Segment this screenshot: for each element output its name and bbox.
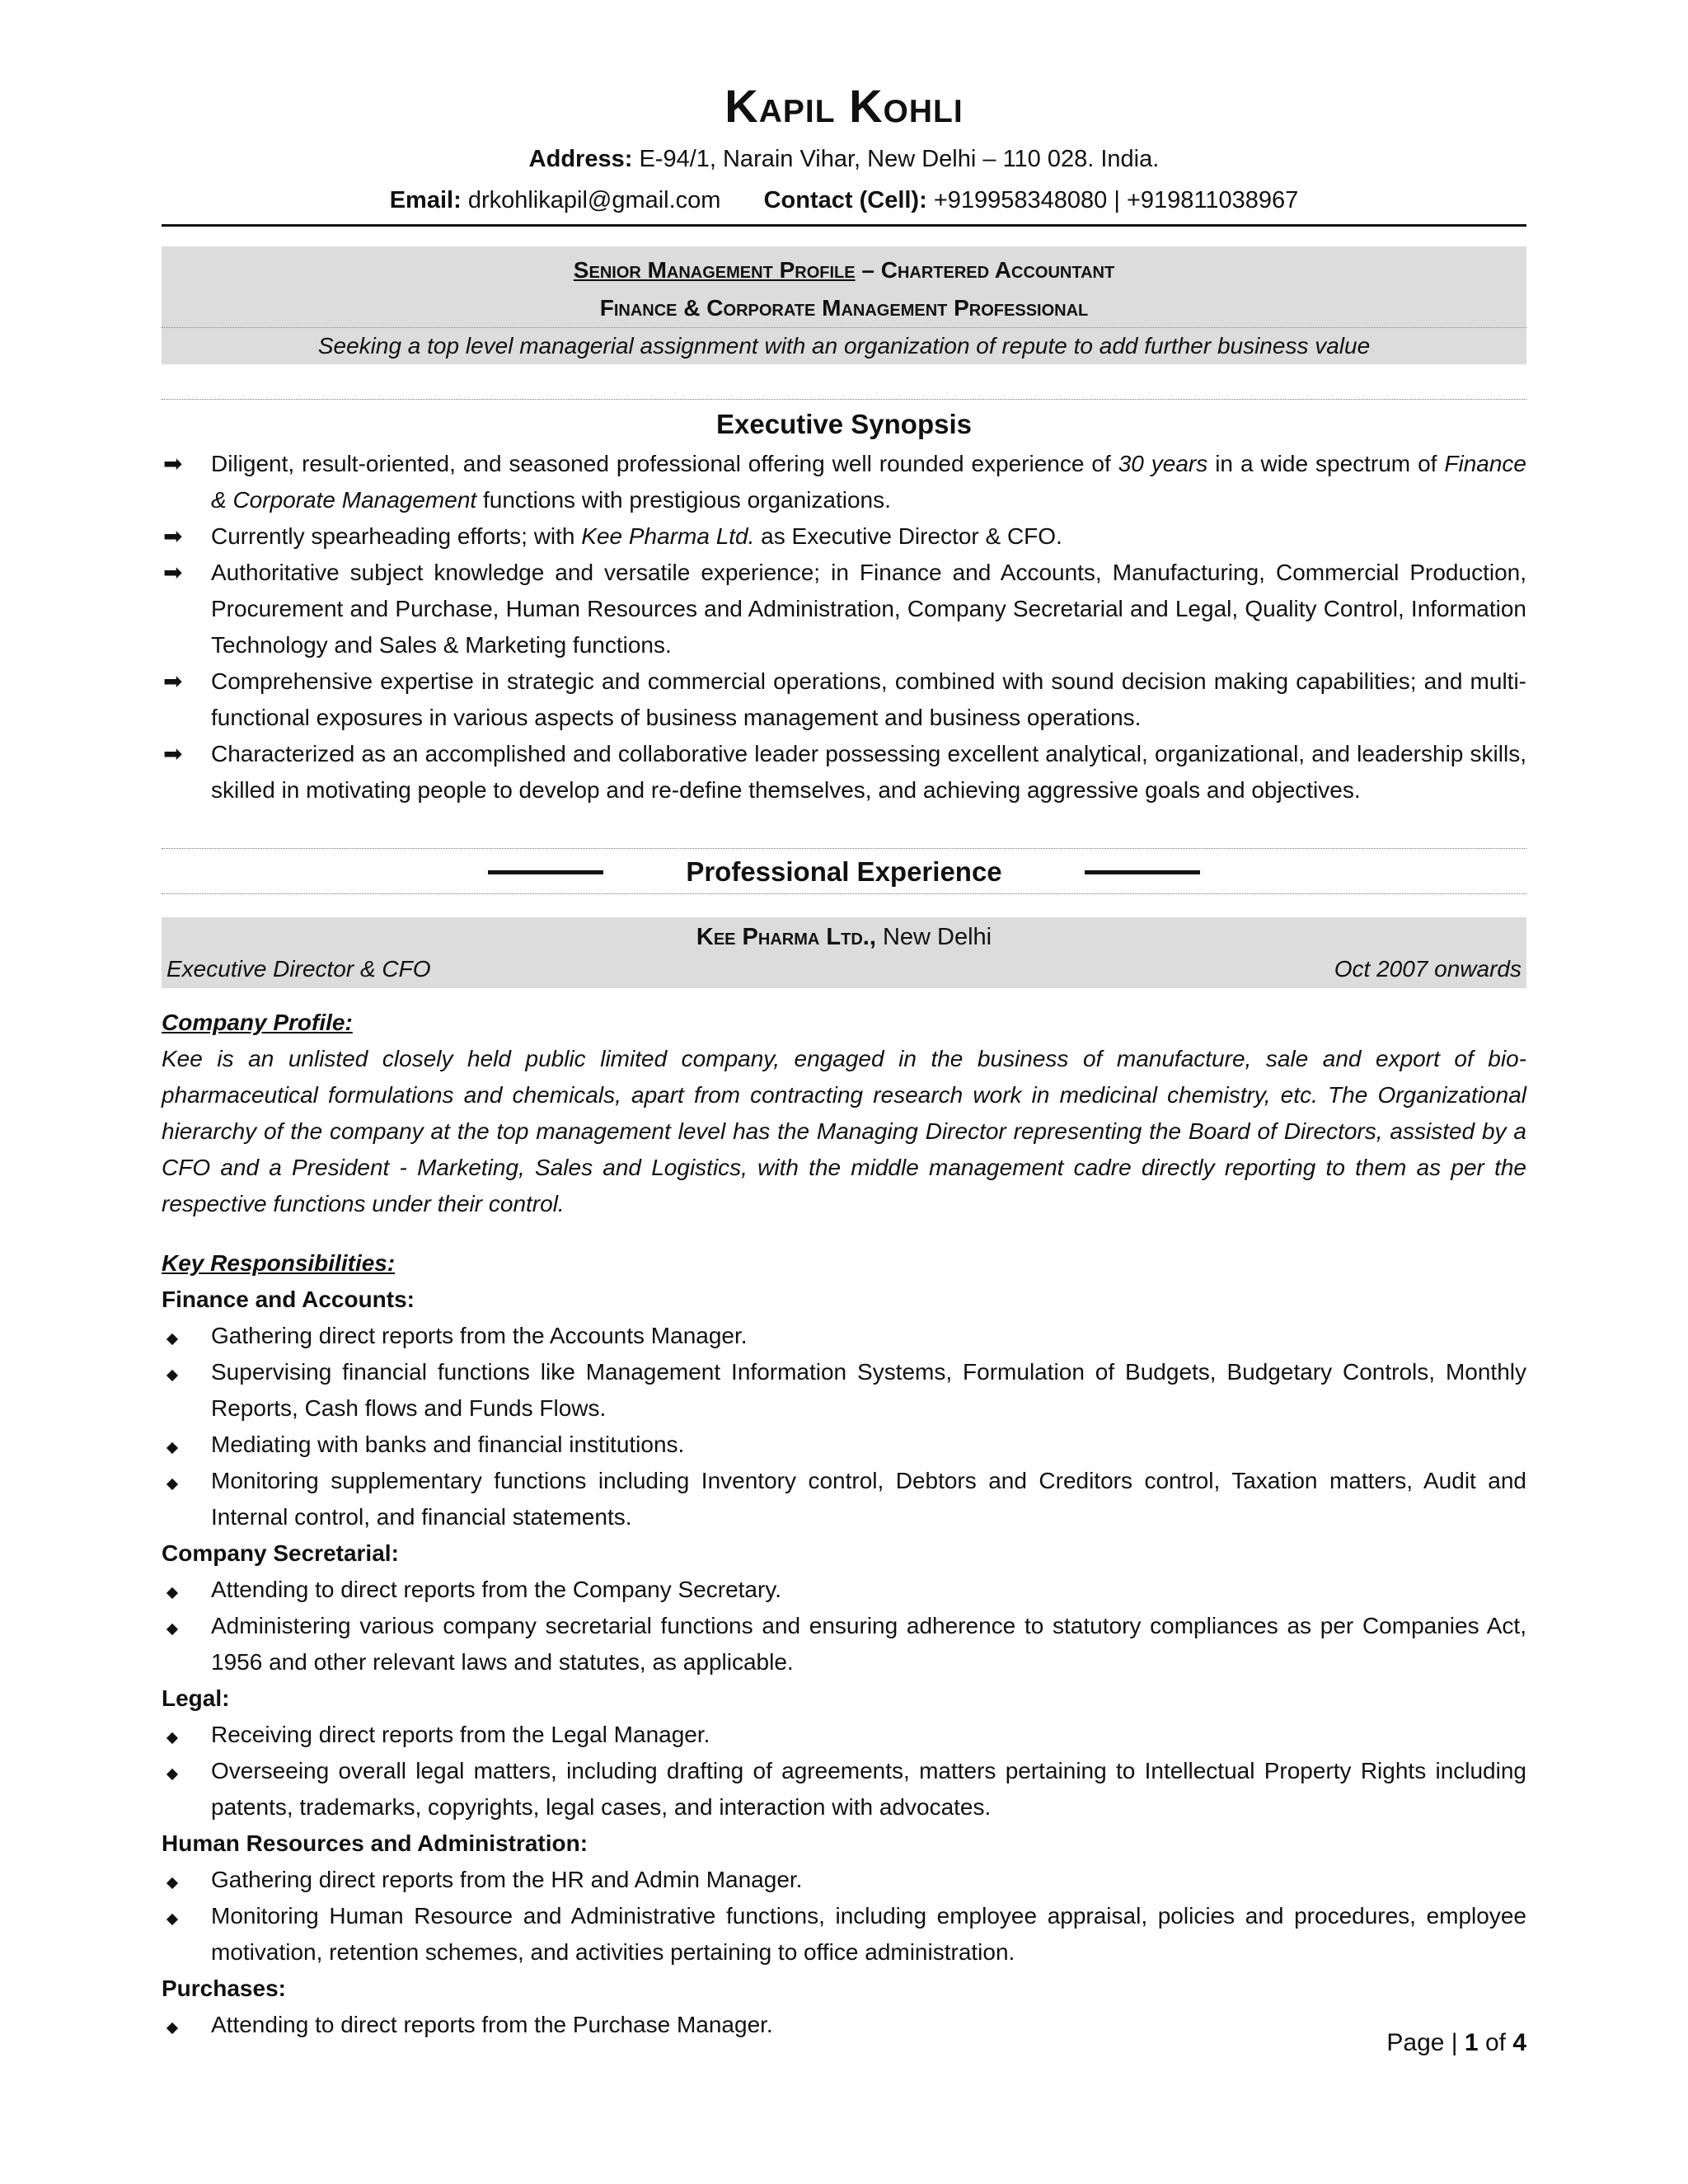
synopsis-list — [162, 446, 1526, 808]
responsibility-item — [162, 1463, 1526, 1535]
responsibility-text: Administering various company secretarial functions and ensuring adherence to statutory compliances as per Companies Act, 1956 and other relevant laws and statutes, as applicable. — [211, 1613, 1526, 1675]
title-bar-left — [488, 870, 603, 874]
responsibility-item — [162, 1318, 1526, 1354]
responsibility-text: Monitoring supplementary functions including Inventory control, Debtors and Creditors control, Taxation matters, Audit and Internal control, and financial statements. — [211, 1468, 1526, 1530]
synopsis-bullet — [162, 663, 1526, 736]
synopsis-bullet — [162, 518, 1526, 555]
address-line — [162, 138, 1526, 180]
profile-line-2: Finance & Corporate Management Professional — [599, 295, 1089, 321]
address-label: Address: — [528, 146, 633, 172]
responsibility-list — [162, 1572, 1526, 1680]
responsibility-item — [162, 1717, 1526, 1753]
title-bar-right — [1085, 870, 1200, 874]
section-divider — [162, 848, 1526, 849]
responsibility-text: Monitoring Human Resource and Administrative functions, including employee appraisal, policies and procedures, employee motivation, retention schemes, and activities pertaining to office administration. — [211, 1903, 1526, 1965]
role-period: Oct 2007 onwards — [1334, 956, 1522, 982]
responsibility-text: Mediating with banks and financial institutions. — [211, 1432, 685, 1457]
responsibility-item — [162, 1753, 1526, 1825]
synopsis-text: Comprehensive expertise in strategic and commercial operations, combined with sound decision making capabilities; and multi-functional exposures in various aspects of business management and business operations. — [211, 668, 1526, 730]
company-profile-heading: Company Profile: — [162, 1010, 353, 1035]
diamond-bullet-icon — [163, 1717, 196, 1753]
company-profile-text: Kee is an unlisted closely held public limited company, engaged in the business of manufacture, sale and export of bio-pharmaceutical formulations and chemicals, apart from contracting research work in medicinal chemistry, etc. The Organizational hierarchy of the company at the top management level has the Managing Director representing the Board of Directors, assisted by a CFO and a President - Marketing, Sales and Logistics, with the middle management cadre directly reporting to them as per the respective functions under their control. — [162, 1046, 1526, 1216]
page-number: 1 — [1464, 2029, 1479, 2056]
responsibility-list — [162, 1862, 1526, 1971]
responsibility-text: Gathering direct reports from the Accounts Manager. — [211, 1323, 748, 1348]
diamond-bullet-icon — [163, 1753, 196, 1789]
header-divider — [162, 224, 1526, 227]
arrow-bullet-icon: ➡ — [163, 523, 183, 549]
synopsis-title: Executive Synopsis — [716, 409, 972, 439]
page-label: Page | — [1386, 2029, 1465, 2056]
section-divider — [162, 893, 1526, 894]
responsibility-text: Attending to direct reports from the Company Secretary. — [211, 1577, 782, 1602]
role-row — [166, 954, 1522, 985]
email-value[interactable]: drkohlikapil@gmail.com — [467, 187, 721, 213]
synopsis-text: in a wide spectrum of — [1207, 451, 1445, 476]
synopsis-bullet — [162, 446, 1526, 518]
responsibility-list — [162, 1717, 1526, 1825]
responsibility-category: Human Resources and Administration: — [162, 1830, 588, 1856]
diamond-bullet-icon — [163, 1572, 196, 1608]
diamond-bullet-icon — [163, 1354, 196, 1390]
of-label: of — [1478, 2029, 1513, 2056]
responsibility-text: Attending to direct reports from the Purchase Manager. — [211, 2012, 773, 2037]
synopsis-text: Currently spearheading efforts; with — [211, 523, 582, 549]
responsibility-category: Purchases: — [162, 1975, 286, 2001]
responsibility-item — [162, 1608, 1526, 1680]
responsibility-category: Finance and Accounts: — [162, 1286, 415, 1312]
synopsis-text: Authoritative subject knowledge and versatile experience; in Finance and Accounts, Manufacturing, Commercial Production, Procurement and Purchase, Human Resources and Administration, Company Secretarial and Legal, Quality Control, Information Technology and Sales & Marketing functions. — [211, 560, 1526, 658]
responsibility-item — [162, 2007, 1526, 2043]
synopsis-bullet — [162, 736, 1526, 808]
diamond-bullet-icon — [163, 1463, 196, 1499]
responsibilities — [162, 1282, 1526, 2043]
diamond-bullet-icon — [163, 1427, 196, 1463]
company-name: Kee Pharma Ltd., — [696, 924, 876, 950]
responsibility-item — [162, 1427, 1526, 1463]
synopsis-text: Characterized as an accomplished and collaborative leader possessing excellent analytical, organizational, and leadership skills, skilled in motivating people to develop and re-define themselves, and achieving aggressive goals and objectives. — [211, 741, 1526, 803]
arrow-bullet-icon: ➡ — [163, 668, 183, 694]
responsibility-category: Company Secretarial: — [162, 1540, 399, 1566]
section-divider — [162, 399, 1526, 400]
profile-line-1-rest: – Chartered Accountant — [855, 257, 1115, 283]
company-name-line — [166, 921, 1522, 954]
responsibility-category: Legal: — [162, 1685, 230, 1711]
synopsis-bullet — [162, 555, 1526, 663]
synopsis-text: 30 years — [1118, 451, 1208, 476]
seeking-statement: Seeking a top level managerial assignment with an organization of repute to add further business value — [162, 327, 1526, 364]
responsibility-text: Receiving direct reports from the Legal Manager. — [211, 1722, 710, 1747]
company-header — [162, 917, 1526, 988]
arrow-bullet-icon: ➡ — [163, 741, 183, 766]
profile-banner — [162, 246, 1526, 364]
responsibility-item — [162, 1862, 1526, 1898]
responsibility-list — [162, 1318, 1526, 1535]
synopsis-text: Diligent, result-oriented, and seasoned professional offering well rounded experience of — [211, 451, 1118, 476]
arrow-bullet-icon: ➡ — [163, 451, 183, 476]
diamond-bullet-icon — [163, 1862, 196, 1898]
contact-label: Contact (Cell): — [763, 187, 927, 213]
experience-title: Professional Experience — [686, 856, 1002, 887]
responsibility-item — [162, 1354, 1526, 1427]
diamond-bullet-icon — [163, 1318, 196, 1354]
arrow-bullet-icon: ➡ — [163, 560, 183, 585]
responsibilities-heading: Key Responsibilities: — [162, 1250, 396, 1276]
diamond-bullet-icon — [163, 1898, 196, 1934]
responsibility-list — [162, 2007, 1526, 2043]
contact-line — [162, 180, 1526, 221]
email-label: Email: — [389, 187, 462, 213]
profile-line-1-underlined: Senior Management Profile — [573, 257, 856, 283]
page-footer — [1386, 2029, 1526, 2057]
company-location: New Delhi — [875, 924, 992, 950]
profile-line-1 — [162, 251, 1526, 289]
diamond-bullet-icon — [163, 2007, 196, 2043]
synopsis-text: Finance & Corporate Management — [211, 451, 1527, 513]
synopsis-text: as Executive Director & CFO. — [754, 523, 1062, 549]
contact-value: +919958348080 | +919811038967 — [933, 187, 1299, 213]
page-total: 4 — [1512, 2029, 1526, 2056]
responsibility-text: Gathering direct reports from the HR and Admin Manager. — [211, 1867, 803, 1892]
resume-page — [162, 74, 1526, 2043]
diamond-bullet-icon — [163, 1608, 196, 1644]
experience-title-row — [162, 851, 1526, 893]
responsibility-text: Overseeing overall legal matters, including drafting of agreements, matters pertaining to Intellectual Property Rights including patents, trademarks, copyrights, legal cases, and interaction with advocates. — [211, 1758, 1526, 1820]
synopsis-text: Kee Pharma Ltd. — [581, 523, 755, 549]
responsibility-text: Supervising financial functions like Management Information Systems, Formulation of Budgets, Budgetary Controls, Monthly Reports, Cash flows and Funds Flows. — [211, 1359, 1526, 1421]
responsibility-item — [162, 1572, 1526, 1608]
candidate-name: Kapil Kohli — [724, 80, 964, 132]
address-value: E-94/1, Narain Vihar, New Delhi – 110 028. India. — [639, 146, 1160, 172]
role-title: Executive Director & CFO — [166, 956, 431, 982]
responsibility-item — [162, 1898, 1526, 1971]
synopsis-text: functions with prestigious organizations. — [476, 487, 891, 513]
